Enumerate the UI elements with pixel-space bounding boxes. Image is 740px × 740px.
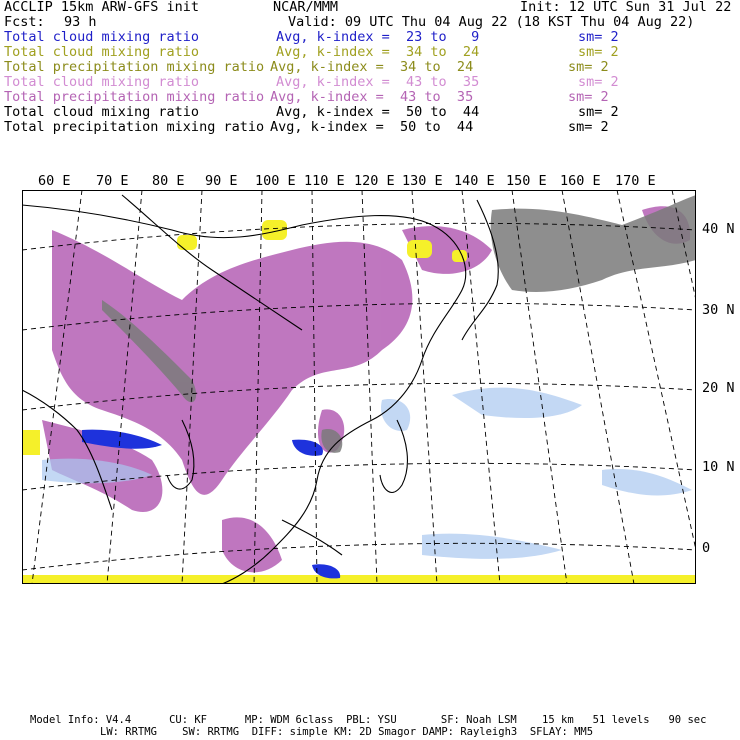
cloud-patch [22,430,40,455]
field-smoothing: sm= 2 [578,29,619,45]
field-range: Avg, k-index = 34 to 24 [270,59,474,75]
lon-label: 70 E [96,173,129,189]
lon-label: 100 E [255,173,296,189]
field-name: Total precipitation mixing ratio [4,119,265,135]
lon-label: 80 E [152,173,185,189]
init-time: Init: 12 UTC Sun 31 Jul 22 [520,0,732,15]
lon-label: 160 E [560,173,601,189]
lon-label: 90 E [205,173,238,189]
cloud-patch [22,575,696,584]
field-name: Total cloud mixing ratio [4,104,200,120]
field-range: Avg, k-index = 43 to 35 [276,74,480,90]
lon-label: 170 E [615,173,656,189]
field-smoothing: sm= 2 [578,104,619,120]
field-range: Avg, k-index = 34 to 24 [276,44,480,60]
model-info-line2: LW: RRTMG SW: RRTMG DIFF: simple KM: 2D Smagor DAMP: Rayleigh3 SFLAY: MM5 [100,726,594,738]
lon-label: 110 E [304,173,345,189]
field-range: Avg, k-index = 50 to 44 [270,119,474,135]
field-name: Total cloud mixing ratio [4,44,200,60]
field-range: Avg, k-index = 23 to 9 [276,29,480,45]
cloud-patch [452,250,467,262]
map-panel [22,190,696,584]
lon-label: 120 E [354,173,395,189]
lat-label: 10 N [702,459,735,475]
lat-label: 20 N [702,380,735,396]
field-name: Total cloud mixing ratio [4,74,200,90]
field-range: Avg, k-index = 43 to 35 [270,89,474,105]
lat-label: 40 N [702,221,735,237]
field-name: Total precipitation mixing ratio [4,89,265,105]
field-range: Avg, k-index = 50 to 44 [276,104,480,120]
field-smoothing: sm= 2 [578,74,619,90]
model-info-line1: Model Info: V4.4 CU: KF MP: WDM 6class PBL: YSU SF: Noah LSM 15 km 51 levels 90 sec [30,714,707,726]
cloud-patch [177,235,197,250]
valid-time: Valid: 09 UTC Thu 04 Aug 22 (18 KST Thu 04 Aug 22) [288,14,695,30]
cloud-patch [407,240,432,258]
field-smoothing: sm= 2 [568,59,609,75]
model-title: ACCLIP 15km ARW-GFS init [4,0,200,15]
lat-label: 30 N [702,302,735,318]
lon-label: 130 E [402,173,443,189]
forecast-label: Fcst: [4,14,45,30]
lon-label: 60 E [38,173,71,189]
field-smoothing: sm= 2 [568,89,609,105]
lon-label: 140 E [454,173,495,189]
field-smoothing: sm= 2 [568,119,609,135]
field-smoothing: sm= 2 [578,44,619,60]
field-name: Total precipitation mixing ratio [4,59,265,75]
field-name: Total cloud mixing ratio [4,29,200,45]
lon-label: 150 E [506,173,547,189]
lat-label: 0 [702,540,711,556]
organization: NCAR/MMM [273,0,339,15]
forecast-hour: 93 h [64,14,97,30]
